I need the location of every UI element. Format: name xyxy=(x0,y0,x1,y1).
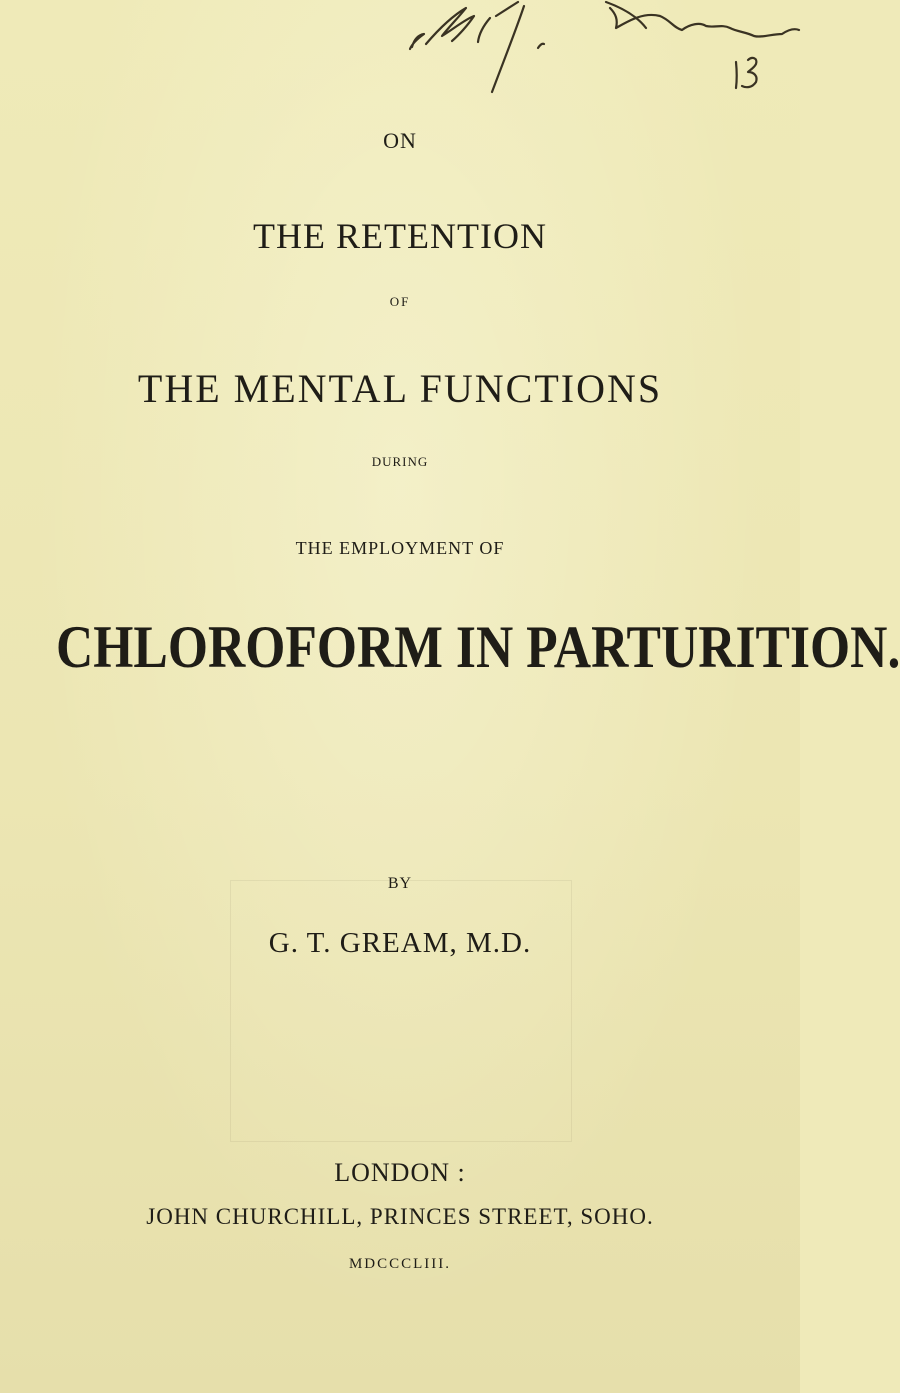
title-employment: THE EMPLOYMENT OF xyxy=(295,538,505,558)
title-word-of: OF xyxy=(389,294,411,309)
imprint-city: LONDON : xyxy=(334,1158,466,1187)
title-subject: THE MENTAL FUNCTIONS xyxy=(137,366,663,411)
author-name: G. T. GREAM, M.D. xyxy=(268,927,532,959)
title-heading: CHLOROFORM IN PARTURITION. xyxy=(56,614,900,680)
imprint-year: MDCCCLIII. xyxy=(348,1256,452,1272)
byline-label: BY xyxy=(387,875,413,892)
title-main: THE RETENTION xyxy=(253,216,547,256)
title-word-during: DURING xyxy=(371,454,429,469)
title-word-on: ON xyxy=(383,128,417,153)
handwritten-annotation xyxy=(400,0,800,110)
imprint-publisher: JOHN CHURCHILL, PRINCES STREET, SOHO. xyxy=(146,1204,654,1229)
show-through-frame xyxy=(230,880,572,1142)
annotation-number: 13 xyxy=(740,83,742,85)
